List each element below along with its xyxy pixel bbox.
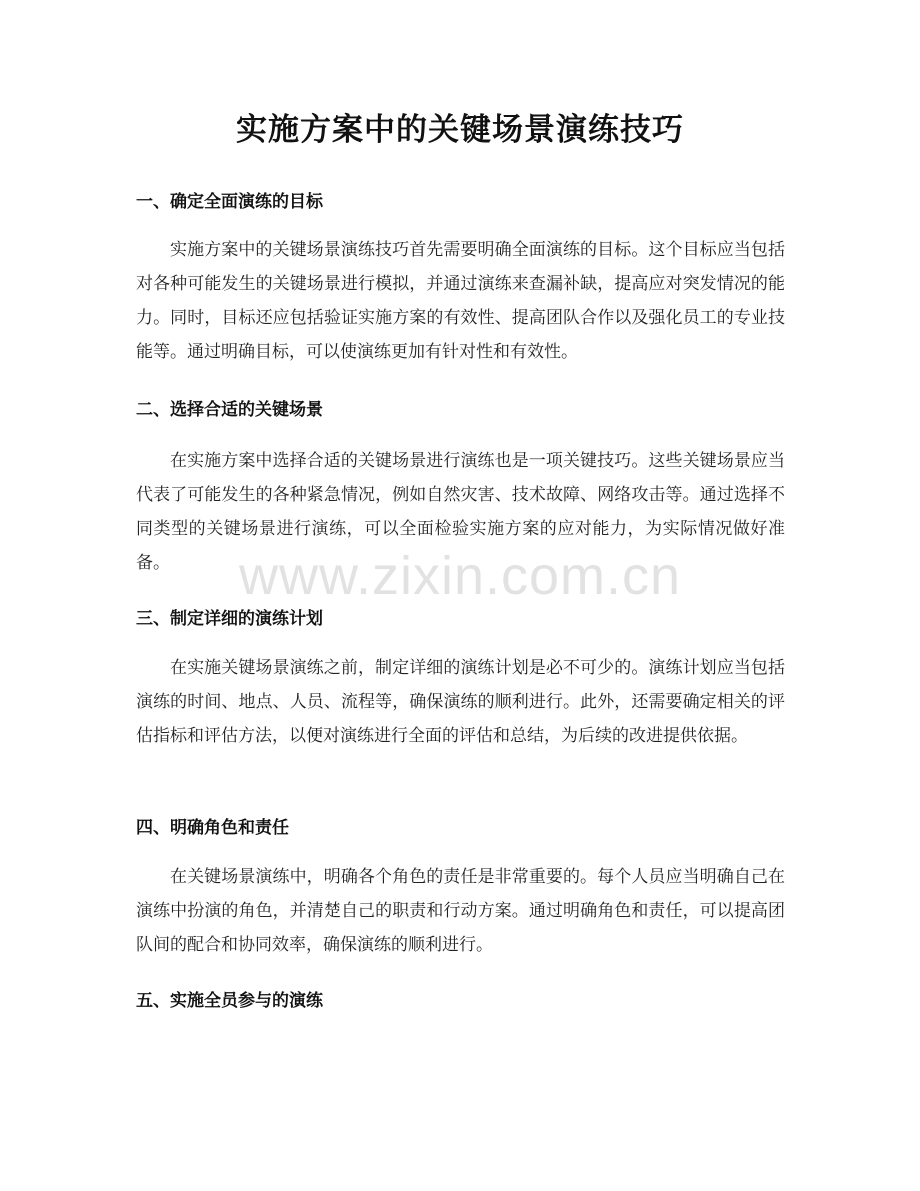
section-paragraph-2: 在实施方案中选择合适的关键场景进行演练也是一项关键技巧。这些关键场景应当代表了可能发生的各种紧急情况，例如自然灾害、技术故障、网络攻击等。通过选择不同类型的关键场景进行演练，可以全面检验实施方案的应对能力，为实际情况做好准备。	[136, 451, 785, 573]
document-title: 实施方案中的关键场景演练技巧	[236, 112, 684, 148]
section-heading-5: 五、实施全员参与的演练	[136, 991, 323, 1011]
section-heading-3: 三、制定详细的演练计划	[136, 609, 323, 629]
section-heading-1: 一、确定全面演练的目标	[136, 192, 323, 212]
watermark-text: www.zixin.com.cn	[238, 546, 682, 606]
section-paragraph-3: 在实施关键场景演练之前，制定详细的演练计划是必不可少的。演练计划应当包括演练的时间、地点、人员、流程等，确保演练的顺利进行。此外，还需要确定相关的评估指标和评估方法，以便对演练进行全面的评估和总结，为后续的改进提供依据。	[136, 658, 785, 746]
section-paragraph-1: 实施方案中的关键场景演练技巧首先需要明确全面演练的目标。这个目标应当包括对各种可能发生的关键场景进行模拟，并通过演练来查漏补缺，提高应对突发情况的能力。同时，目标还应包括验证实施方案的有效性、提高团队合作以及强化员工的专业技能等。通过明确目标，可以使演练更加有针对性和有效性。	[136, 240, 785, 362]
section-heading-4: 四、明确角色和责任	[136, 818, 289, 838]
section-heading-2: 二、选择合适的关键场景	[136, 400, 323, 420]
section-paragraph-4: 在关键场景演练中，明确各个角色的责任是非常重要的。每个人员应当明确自己在演练中扮演的角色，并清楚自己的职责和行动方案。通过明确角色和责任，可以提高团队间的配合和协同效率，确保演练的顺利进行。	[136, 867, 785, 955]
